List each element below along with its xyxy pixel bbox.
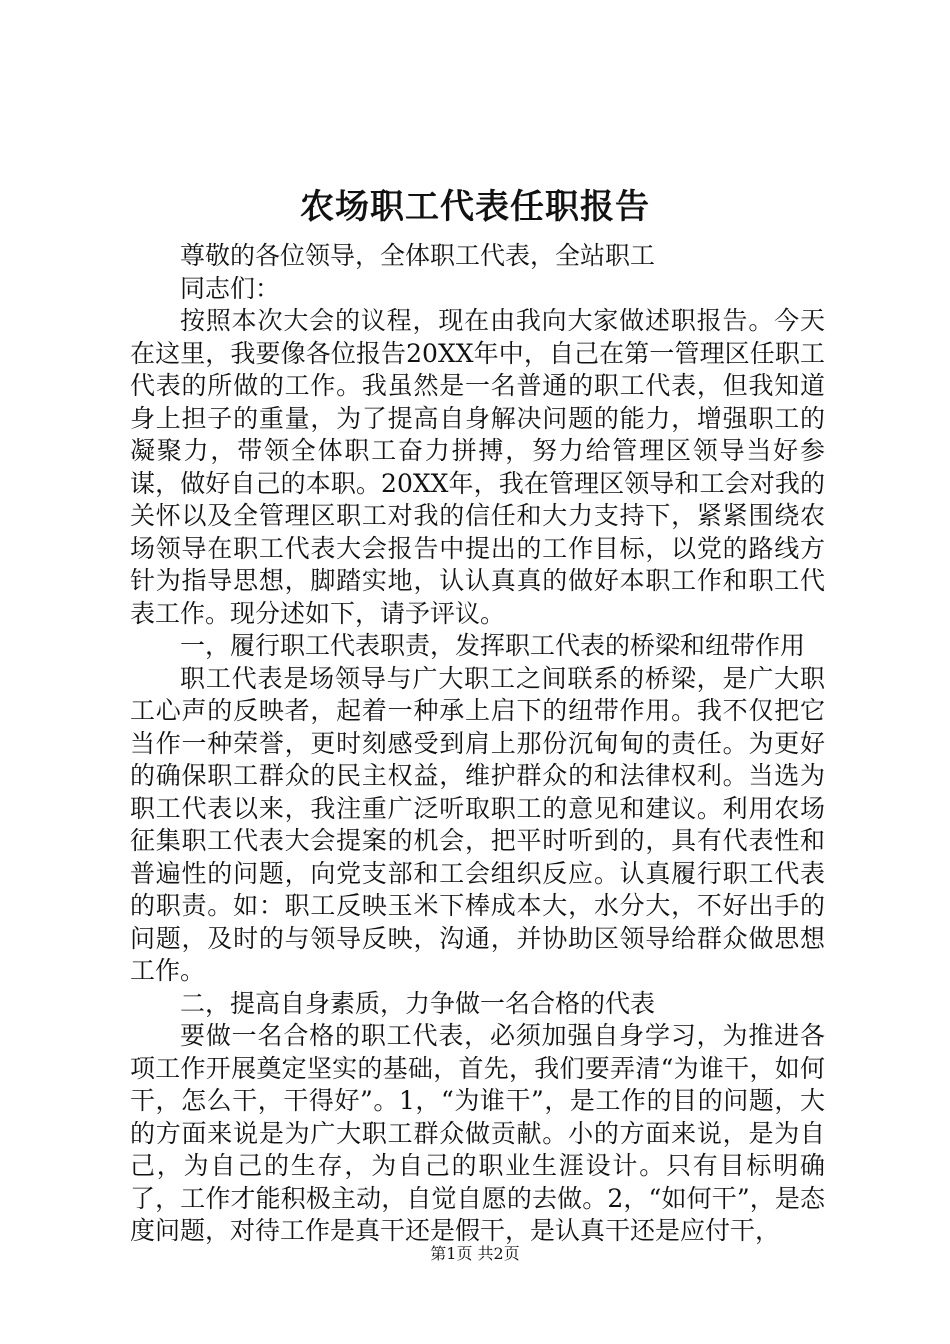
salutation-line: 尊敬的各位领导，全体职工代表，全站职工 [180, 241, 656, 270]
document-body [130, 240, 825, 1248]
body-paragraph: 要做一名合格的职工代表，必须加强自身学习，为推进各项工作开展奠定坚实的基础，首先，我们要弄清“为谁干，如何干，怎么干，干得好”。1，“为谁干”，是工作的目的问题，大的方面来说是为广大职工群众做贡献。小的方面来说，是为自己，为自己的生存，为自己的职业生涯设计。只有目标明确了，工作才能积极主动，自觉自愿的去做。2，“如何干”，是态度问题，对待工作是真干还是假干，是认真干还是应付干， [130, 1021, 825, 1245]
salutation-line: 同志们： [180, 273, 281, 303]
document-title: 农场职工代表任职报告 [300, 187, 650, 227]
body-paragraph: 职工代表是场领导与广大职工之间联系的桥梁，是广大职工心声的反映者，起着一种承上启下的纽带作用。我不仅把它当作一种荣誉，更时刻感受到肩上那份沉甸甸的责任。为更好的确保职工群众的民主权益，维护群众的和法律权利。当选为职工代表以来，我注重广泛听取职工的意见和建议。利用农场征集职工代表大会提案的机会，把平时听到的，具有代表性和普遍性的问题，向党支部和工会组织反应。认真履行职工代表的职责。如：职工反映玉米下棒成本大，水分大，不好出手的问题，及时的与领导反映，沟通，并协助区领导给群众做思想工作。 [130, 663, 825, 985]
page-footer: 第1页 共2页 [430, 1244, 520, 1263]
body-paragraph: 按照本次大会的议程，现在由我向大家做述职报告。今天在这里，我要像各位报告20XX年中，自己在第一管理区任职工代表的所做的工作。我虽然是一名普通的职工代表，但我知道身上担子的重量，为了提高自身解决问题的能力，增强职工的凝聚力，带领全体职工奋力拼搏，努力给管理区领导当好参谋，做好自己的本职。20XX年，我在管理区领导和工会对我的关怀以及全管理区职工对我的信任和大力支持下，紧紧围绕农场领导在职工代表大会报告中提出的工作目标，以党的路线方针为指导思想，脚踏实地，认认真真的做好本职工作和职工代表工作。现分述如下，请予评议。 [130, 306, 825, 628]
section-heading: 一，履行职工代表职责，发挥职工代表的桥梁和纽带作用 [180, 631, 806, 660]
section-heading: 二，提高自身素质，力争做一名合格的代表 [180, 988, 656, 1018]
